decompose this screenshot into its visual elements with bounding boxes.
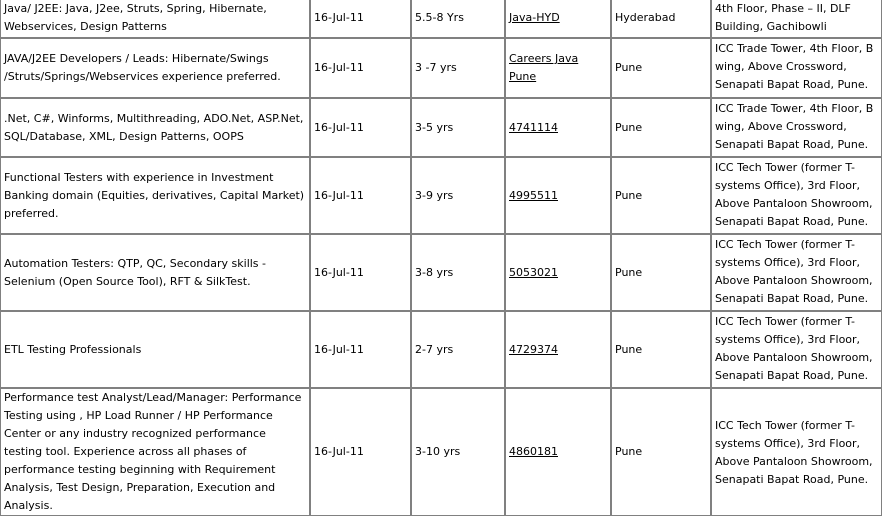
- address: ICC Tech Tower (former T-systems Office), 3rd Floor, Above Pantaloon Showroom, Senapati Bapat Road, Pune.: [711, 388, 882, 516]
- experience: 3 -7 yrs: [411, 38, 505, 98]
- ref-cell: [505, 157, 611, 234]
- location: Pune: [611, 234, 711, 311]
- job-ref-link[interactable]: Java-HYD: [509, 11, 560, 24]
- ref-cell: [505, 38, 611, 98]
- job-description: Performance test Analyst/Lead/Manager: Performance Testing using , HP Load Runner / HP Performance Center or any industry recognized performance testing tool. Experience across all phases of performance testing beginning with Requirement Analysis, Test Design, Preparation, Execution and Analysis.: [0, 388, 310, 516]
- ref-cell: [505, 0, 611, 38]
- posted-date: 16-Jul-11: [310, 0, 411, 38]
- table-row: [0, 38, 882, 98]
- experience: 2-7 yrs: [411, 311, 505, 388]
- job-description: Automation Testers: QTP, QC, Secondary skills - Selenium (Open Source Tool), RFT & SilkTest.: [0, 234, 310, 311]
- job-description: .Net, C#, Winforms, Multithreading, ADO.Net, ASP.Net, SQL/Database, XML, Design Patterns, OOPS: [0, 98, 310, 157]
- location: Hyderabad: [611, 0, 711, 38]
- job-description: JAVA/J2EE Developers / Leads: Hibernate/Swings /Struts/Springs/Webservices experience preferred.: [0, 38, 310, 98]
- location: Pune: [611, 38, 711, 98]
- experience: 3-9 yrs: [411, 157, 505, 234]
- location: Pune: [611, 311, 711, 388]
- job-ref-link[interactable]: 4741114: [509, 120, 558, 134]
- table-row: [0, 0, 882, 38]
- address: 4th Floor, Phase – II, DLF Building, Gachibowli: [711, 0, 882, 38]
- job-ref-link[interactable]: 4860181: [509, 445, 558, 458]
- table-row: [0, 311, 882, 388]
- experience: 3-10 yrs: [411, 388, 505, 516]
- job-description: ETL Testing Professionals: [0, 311, 310, 388]
- job-ref-link[interactable]: Careers Java Pune: [509, 52, 579, 83]
- posted-date: 16-Jul-11: [310, 311, 411, 388]
- address: ICC Tech Tower (former T-systems Office), 3rd Floor, Above Pantaloon Showroom, Senapati Bapat Road, Pune.: [711, 234, 882, 311]
- ref-cell: [505, 234, 611, 311]
- address: ICC Tech Tower (former T-systems Office), 3rd Floor, Above Pantaloon Showroom, Senapati Bapat Road, Pune.: [711, 157, 882, 234]
- location: Pune: [611, 157, 711, 234]
- address: ICC Trade Tower, 4th Floor, B wing, Above Crossword, Senapati Bapat Road, Pune.: [711, 38, 882, 98]
- table-row: [0, 157, 882, 234]
- ref-cell: [505, 98, 611, 157]
- posted-date: 16-Jul-11: [310, 98, 411, 157]
- posted-date: 16-Jul-11: [310, 234, 411, 311]
- experience: 3-5 yrs: [411, 98, 505, 157]
- table-row: [0, 388, 882, 516]
- job-ref-link[interactable]: 4995511: [509, 188, 558, 202]
- job-description: Functional Testers with experience in Investment Banking domain (Equities, derivatives, Capital Market) preferred.: [0, 157, 310, 234]
- table-row: [0, 98, 882, 157]
- experience: 3-8 yrs: [411, 234, 505, 311]
- location: Pune: [611, 388, 711, 516]
- address: ICC Tech Tower (former T-systems Office), 3rd Floor, Above Pantaloon Showroom, Senapati Bapat Road, Pune.: [711, 311, 882, 388]
- table-row: [0, 234, 882, 311]
- address: ICC Trade Tower, 4th Floor, B wing, Above Crossword, Senapati Bapat Road, Pune.: [711, 98, 882, 157]
- posted-date: 16-Jul-11: [310, 388, 411, 516]
- job-description: Java/ J2EE: Java, J2ee, Struts, Spring, Hibernate, Webservices, Design Patterns: [0, 0, 310, 38]
- location: Pune: [611, 98, 711, 157]
- ref-cell: [505, 311, 611, 388]
- posted-date: 16-Jul-11: [310, 38, 411, 98]
- posted-date: 16-Jul-11: [310, 157, 411, 234]
- job-ref-link[interactable]: 5053021: [509, 265, 558, 279]
- job-ref-link[interactable]: 4729374: [509, 342, 558, 356]
- experience: 5.5-8 Yrs: [411, 0, 505, 38]
- ref-cell: [505, 388, 611, 516]
